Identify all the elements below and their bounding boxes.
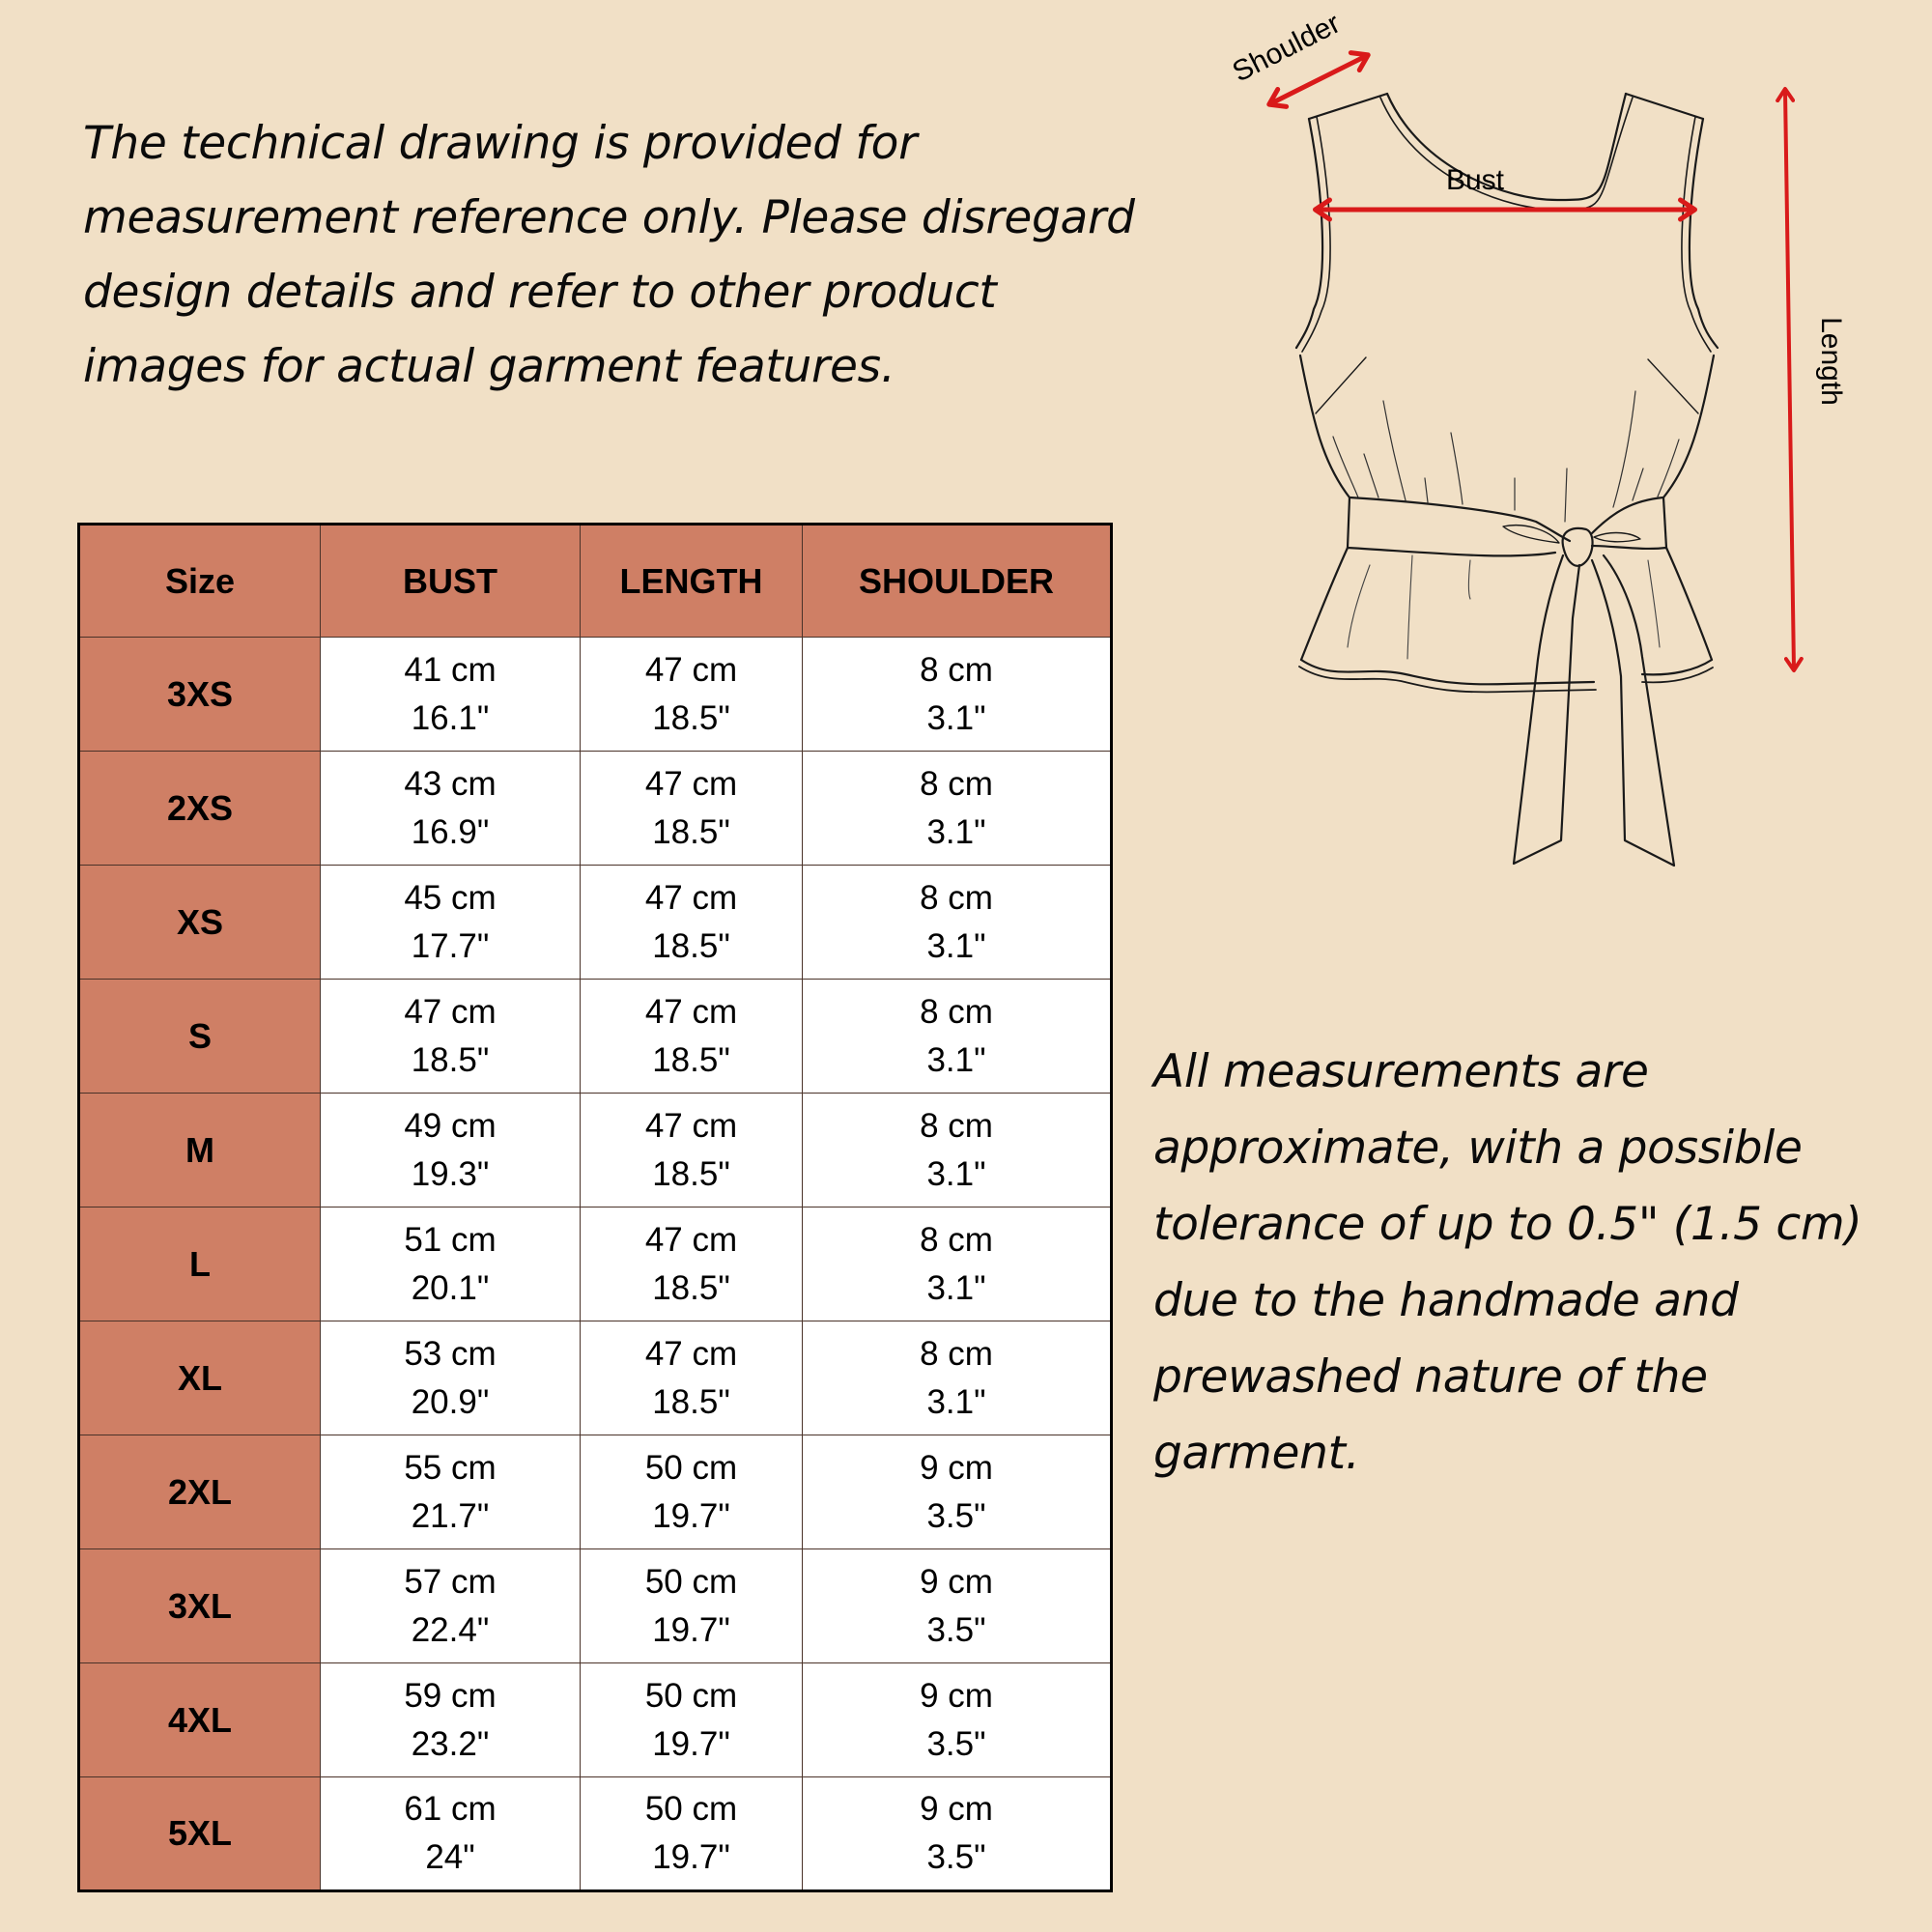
- bust-cell: [321, 638, 581, 752]
- length-in: 19.7": [652, 1838, 730, 1876]
- note-line: design details and refer to other product: [83, 266, 997, 319]
- length-in: 18.5": [652, 1382, 730, 1421]
- bust-label: Bust: [1445, 164, 1505, 196]
- shoulder-in: 3.5": [926, 1496, 986, 1535]
- size-cell: 4XL: [79, 1663, 321, 1777]
- table-row: [79, 866, 1112, 980]
- drawing-disclaimer-note: [83, 106, 1135, 404]
- length-in: 18.5": [652, 812, 730, 851]
- bust-cm: 47 cm: [404, 992, 497, 1031]
- shoulder-cell: [803, 1094, 1112, 1208]
- bust-cell: [321, 1549, 581, 1663]
- note-line: garment.: [1153, 1427, 1360, 1480]
- bust-in: 17.7": [411, 926, 490, 965]
- header-size: Size: [79, 525, 321, 638]
- garment-outline: [1296, 94, 1718, 866]
- bust-in: 20.9": [411, 1382, 490, 1421]
- header-length: LENGTH: [581, 525, 803, 638]
- length-in: 18.5": [652, 1154, 730, 1193]
- bust-cell: [321, 980, 581, 1094]
- table-row: [79, 1094, 1112, 1208]
- bust-cell: [321, 1663, 581, 1777]
- shoulder-cell: [803, 980, 1112, 1094]
- bust-cell: [321, 1208, 581, 1321]
- length-label: Length: [1815, 317, 1847, 406]
- length-cm: 47 cm: [644, 992, 738, 1031]
- shoulder-cell: [803, 1208, 1112, 1321]
- table-row: [79, 1663, 1112, 1777]
- shoulder-label: Shoulder: [1227, 7, 1346, 89]
- length-cm: 47 cm: [644, 1106, 738, 1145]
- shoulder-cm: 9 cm: [920, 1562, 993, 1601]
- size-cell: 5XL: [79, 1777, 321, 1891]
- shoulder-arrow: [1271, 56, 1366, 103]
- table-row: [79, 752, 1112, 866]
- size-cell: 3XS: [79, 638, 321, 752]
- shoulder-in: 3.1": [926, 1040, 986, 1079]
- size-cell: 2XS: [79, 752, 321, 866]
- note-line: tolerance of up to 0.5" (1.5 cm): [1153, 1198, 1862, 1251]
- bust-in: 21.7": [411, 1496, 490, 1535]
- length-cm: 47 cm: [644, 650, 738, 689]
- shoulder-in: 3.1": [926, 926, 986, 965]
- length-cell: [581, 638, 803, 752]
- bust-cm: 53 cm: [404, 1334, 497, 1373]
- table-row: [79, 1321, 1112, 1435]
- shoulder-cell: [803, 1663, 1112, 1777]
- length-cell: [581, 1549, 803, 1663]
- size-chart-table: [77, 523, 1113, 1892]
- note-line: All measurements are: [1153, 1045, 1649, 1098]
- shoulder-cm: 8 cm: [920, 992, 993, 1031]
- bust-in: 23.2": [411, 1724, 490, 1763]
- length-cell: [581, 980, 803, 1094]
- length-in: 18.5": [652, 1268, 730, 1307]
- length-cm: 50 cm: [644, 1676, 738, 1715]
- shoulder-cell: [803, 1549, 1112, 1663]
- bust-cm: 41 cm: [404, 650, 497, 689]
- bust-in: 16.1": [411, 698, 490, 737]
- length-cm: 50 cm: [644, 1790, 738, 1828]
- bust-cm: 43 cm: [404, 764, 497, 803]
- shoulder-in: 3.1": [926, 812, 986, 851]
- note-line: measurement reference only. Please disregard: [83, 191, 1135, 244]
- length-cm: 47 cm: [644, 764, 738, 803]
- length-cell: [581, 1663, 803, 1777]
- bust-in: 18.5": [411, 1040, 490, 1079]
- size-cell: 2XL: [79, 1435, 321, 1549]
- length-in: 19.7": [652, 1496, 730, 1535]
- table-row: [79, 1777, 1112, 1891]
- size-cell: S: [79, 980, 321, 1094]
- length-in: 19.7": [652, 1610, 730, 1649]
- shoulder-in: 3.5": [926, 1724, 986, 1763]
- shoulder-in: 3.1": [926, 698, 986, 737]
- shoulder-cm: 9 cm: [920, 1790, 993, 1828]
- measurement-arrows: [1271, 56, 1794, 668]
- table-row: [79, 1549, 1112, 1663]
- table-row: [79, 638, 1112, 752]
- bust-cm: 59 cm: [404, 1676, 497, 1715]
- length-in: 18.5": [652, 1040, 730, 1079]
- note-line: approximate, with a possible: [1153, 1122, 1803, 1175]
- bust-in: 20.1": [411, 1268, 490, 1307]
- shoulder-cm: 8 cm: [920, 1106, 993, 1145]
- length-in: 18.5": [652, 926, 730, 965]
- table-header-row: [79, 525, 1112, 638]
- tolerance-note: [1153, 1034, 1861, 1492]
- note-line: due to the handmade and: [1153, 1274, 1739, 1327]
- bust-in: 24": [425, 1838, 475, 1876]
- table-row: [79, 980, 1112, 1094]
- length-in: 18.5": [652, 698, 730, 737]
- length-cell: [581, 1435, 803, 1549]
- bust-cm: 61 cm: [404, 1790, 497, 1828]
- size-cell: M: [79, 1094, 321, 1208]
- header-bust: BUST: [321, 525, 581, 638]
- shoulder-cell: [803, 866, 1112, 980]
- bust-cm: 57 cm: [404, 1562, 497, 1601]
- bust-cell: [321, 1094, 581, 1208]
- bust-cm: 45 cm: [404, 878, 497, 917]
- shoulder-cell: [803, 1435, 1112, 1549]
- size-cell: XL: [79, 1321, 321, 1435]
- bust-cell: [321, 866, 581, 980]
- header-shoulder: SHOULDER: [803, 525, 1112, 638]
- length-arrow: [1785, 91, 1794, 668]
- length-cm: 47 cm: [644, 1220, 738, 1259]
- note-line: The technical drawing is provided for: [83, 117, 918, 170]
- length-cm: 50 cm: [644, 1448, 738, 1487]
- shoulder-cm: 8 cm: [920, 650, 993, 689]
- shoulder-cell: [803, 1777, 1112, 1891]
- shoulder-cell: [803, 1321, 1112, 1435]
- shoulder-cm: 9 cm: [920, 1448, 993, 1487]
- size-cell: XS: [79, 866, 321, 980]
- bust-cm: 55 cm: [404, 1448, 497, 1487]
- bust-cell: [321, 752, 581, 866]
- shoulder-in: 3.1": [926, 1382, 986, 1421]
- length-cell: [581, 752, 803, 866]
- shoulder-cm: 8 cm: [920, 1220, 993, 1259]
- length-cm: 47 cm: [644, 1334, 738, 1373]
- size-cell: 3XL: [79, 1549, 321, 1663]
- shoulder-cell: [803, 638, 1112, 752]
- shoulder-cell: [803, 752, 1112, 866]
- bust-cell: [321, 1321, 581, 1435]
- length-cell: [581, 866, 803, 980]
- shoulder-cm: 8 cm: [920, 1334, 993, 1373]
- bust-in: 19.3": [411, 1154, 490, 1193]
- length-cell: [581, 1321, 803, 1435]
- note-line: images for actual garment features.: [83, 340, 895, 393]
- length-cell: [581, 1094, 803, 1208]
- length-cell: [581, 1777, 803, 1891]
- shoulder-cm: 8 cm: [920, 878, 993, 917]
- bust-cell: [321, 1435, 581, 1549]
- shoulder-cm: 9 cm: [920, 1676, 993, 1715]
- length-cm: 47 cm: [644, 878, 738, 917]
- size-cell: L: [79, 1208, 321, 1321]
- shoulder-in: 3.5": [926, 1838, 986, 1876]
- bust-in: 16.9": [411, 812, 490, 851]
- bust-cm: 51 cm: [404, 1220, 497, 1259]
- length-cell: [581, 1208, 803, 1321]
- note-line: prewashed nature of the: [1153, 1350, 1708, 1404]
- shoulder-in: 3.1": [926, 1154, 986, 1193]
- table-row: [79, 1435, 1112, 1549]
- bust-in: 22.4": [411, 1610, 490, 1649]
- length-in: 19.7": [652, 1724, 730, 1763]
- length-cm: 50 cm: [644, 1562, 738, 1601]
- shoulder-cm: 8 cm: [920, 764, 993, 803]
- bust-cm: 49 cm: [404, 1106, 497, 1145]
- table-row: [79, 1208, 1112, 1321]
- shoulder-in: 3.5": [926, 1610, 986, 1649]
- bust-cell: [321, 1777, 581, 1891]
- shoulder-in: 3.1": [926, 1268, 986, 1307]
